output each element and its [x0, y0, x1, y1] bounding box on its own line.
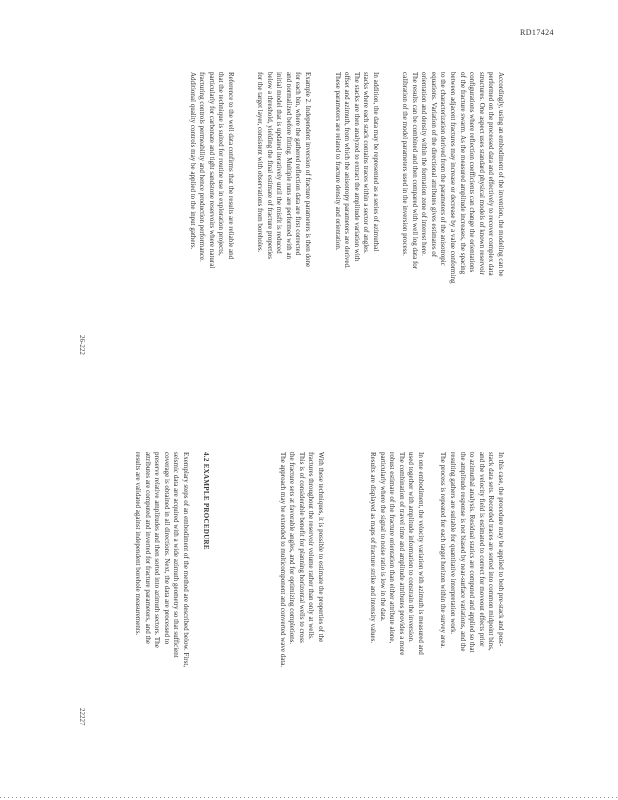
text-block	[277, 452, 325, 707]
text-line: This is of considerable benefit for planning horizontal wells to cross	[297, 452, 306, 643]
text-line: coverage is obtained in all directions. Next, the data are processed to	[162, 452, 171, 645]
text-line: orientation and density within the formation zone of interest here.	[420, 72, 429, 256]
text-line: In addition, the data may be represented as a series of azimuthal	[372, 72, 380, 252]
text-line: and the velocity field is estimated to correct for moveout effects prior	[477, 452, 486, 647]
section-heading-text: 4.2 EXAMPLE PROCEDURE	[202, 452, 210, 550]
text-line: offset and azimuth, from which the anisotropy parameters are derived.	[343, 72, 352, 269]
text-line: for the target layer, consistent with observations from boreholes.	[256, 72, 265, 253]
text-line: seismic data are acquired with a wide azimuth geometry so that sufficient	[172, 452, 181, 658]
text-line: configurations where reflection coefficients can change the orientations	[468, 72, 477, 273]
text-line: The approach may be extended to multicomponent and converted wave data.	[278, 452, 287, 668]
text-line: to the characterization derived from the parameters of the anisotropic	[439, 72, 448, 266]
text-line: of the fracture swarm. As the measured amplitude increases, the spacing	[458, 72, 467, 275]
text-line: In this case, the procedure may be applied to both pre-stack and post-	[497, 452, 505, 647]
text-line: particularly where the signal to noise ratio is low in the data.	[378, 452, 387, 622]
text-block	[332, 72, 380, 312]
text-line: stacks where each stack contains traces within a sector of angles.	[362, 72, 371, 254]
text-line: the fracture sets at favorable angles, and for optimizing completions.	[288, 452, 297, 645]
text-line: The results can be combined and then compared with well log data for	[410, 72, 419, 270]
text-line: initial model that is updated iteratively until the misfit is reduced	[275, 72, 284, 254]
text-line: The process is repeated for each target horizon within the survey area.	[439, 452, 448, 649]
text-line: used together with amplitude information to constrain the inversion.	[407, 452, 416, 643]
text-block	[367, 452, 425, 707]
text-block	[254, 72, 312, 312]
text-line: fractures throughout the reservoir volume rather than only at wells.	[307, 452, 316, 640]
text-line: between adjacent fractures may increase or decrease by a value conforming	[449, 72, 458, 284]
text-line: Exemplary steps of an embodiment of the method are described below. First,	[182, 452, 190, 668]
text-line: below a threshold, yielding the final estimate of fracture properties	[265, 72, 274, 259]
text-block	[187, 72, 235, 312]
text-line: for each bin, where the gathered reflection data are first corrected	[294, 72, 303, 256]
text-line: calibration of the model parameters used in the inversion process.	[401, 72, 410, 256]
text-line: that the technique is suited for routine use in exploration projects,	[217, 72, 226, 256]
text-block	[399, 72, 505, 312]
text-line: results are validated against independent borehole measurements.	[134, 452, 143, 636]
text-line: These parameters are related to fracture density and orientation.	[333, 72, 342, 251]
text-line: structures. One aspect uses standard physical models of known reservoir	[477, 72, 486, 275]
text-line: Reference to the well data confirms that the results are reliable and	[227, 72, 235, 260]
text-line: and normalized before fitting. Multiple runs are performed with an	[284, 72, 293, 259]
scan-edge-dots	[0, 797, 618, 798]
text-line: Example 2. Independent inversion of fracture parameters is then done	[304, 72, 312, 268]
text-line: particularly for carbonate and tight sandstone reservoirs where natural	[207, 72, 216, 269]
text-line: equations. Variation of the directional attributes gives estimates of	[429, 72, 438, 258]
text-line: Additional quality controls may be applied to the input gathers.	[188, 72, 197, 250]
text-line: The combination of travel time and amplitude attributes provides a more	[397, 452, 406, 656]
text-line: stack data sets. Recorded traces are sorted into common midpoint bins,	[487, 452, 496, 651]
text-line: The stacks are then analyzed to extract the amplitude variation with	[352, 72, 361, 262]
text-line: In one embodiment, the velocity variation with azimuth is measured and	[417, 452, 425, 655]
text-line: fracturing controls permeability and hence production performance.	[198, 72, 207, 262]
text-line: performed on the processed data and effectively to recover complex data	[487, 72, 496, 276]
text-line: robust estimate of the fracture orientation than either attribute alone,	[388, 452, 397, 644]
document-id: RD17424	[520, 28, 554, 37]
text-line: to azimuthal analysis. Residual statics are computed and applied so that	[468, 452, 477, 653]
text-line: the amplitude response is not biased by near-surface variations, and the	[458, 452, 467, 652]
text-block	[132, 452, 190, 707]
text-line: Results are displayed as maps of fracture strike and intensity values.	[369, 452, 378, 644]
page-number-top: 26-222	[78, 335, 86, 355]
text-line: attributes are computed and inverted for fracture parameters, and the	[143, 452, 152, 645]
text-line: With these techniques, it is possible to estimate the properties of the	[317, 452, 325, 643]
text-line: resulting gathers are suitable for quantitative interpretation work.	[449, 452, 458, 635]
section-heading	[200, 452, 210, 707]
page-number-bottom: 22227	[78, 708, 86, 726]
text-block	[438, 452, 505, 707]
text-line: Accordingly, using an embodiment of the invention, the modeling can be	[497, 72, 505, 277]
text-line: preserve relative amplitudes and then sorted into azimuth sectors. The	[153, 452, 162, 648]
